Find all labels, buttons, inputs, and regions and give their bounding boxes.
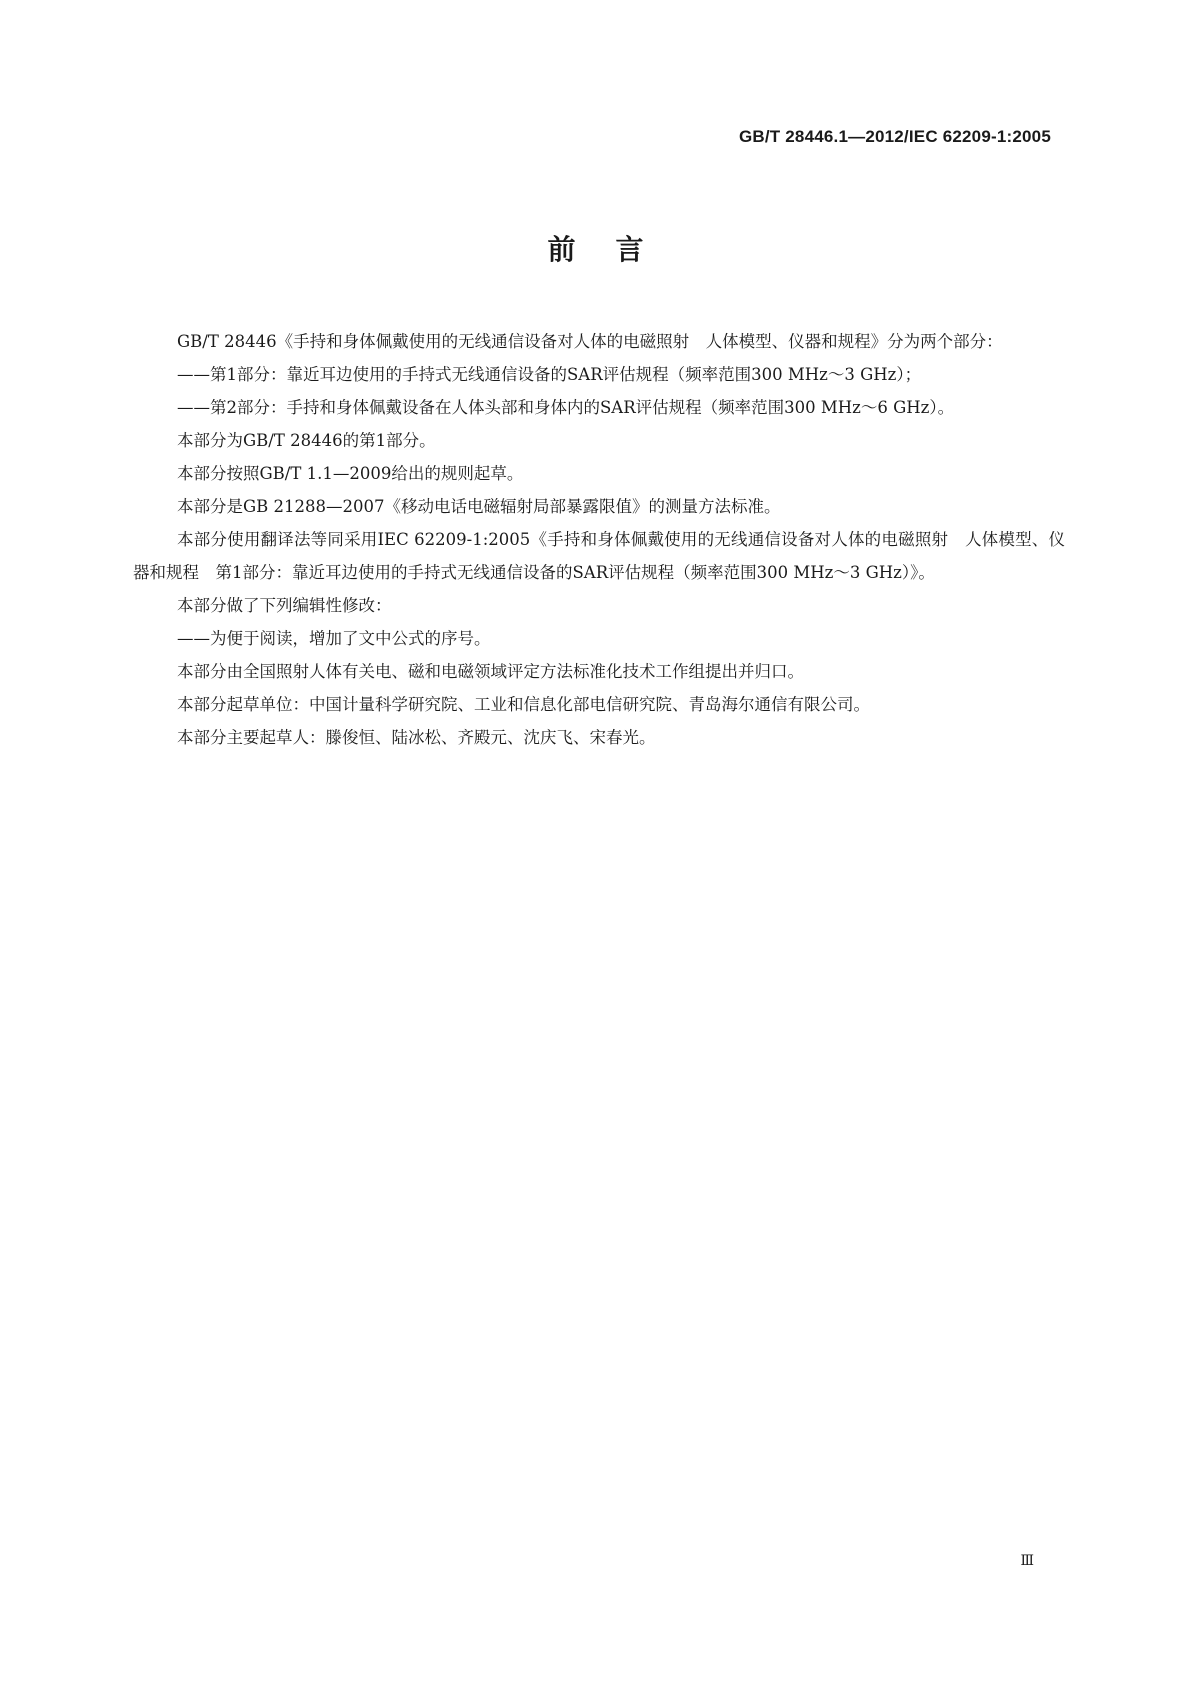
standard-code-header: GB/T 28446.1—2012/IEC 62209-1:2005 xyxy=(738,127,1051,146)
list-item-modification: ——为便于阅读，增加了文中公式的序号。 xyxy=(177,629,491,648)
page-title: 前言 xyxy=(547,233,684,266)
body-text xyxy=(133,325,1065,754)
paragraph-drafting-units: 本部分起草单位：中国计量科学研究院、工业和信息化部电信研究院、青岛海尔通信有限公司。 xyxy=(177,695,870,714)
list-item-part-1: ——第1部分：靠近耳边使用的手持式无线通信设备的SAR评估规程（频率范围300 MHz～3 GHz）； xyxy=(177,365,922,384)
paragraph-drafters: 本部分主要起草人：滕俊恒、陆冰松、齐殿元、沈庆飞、宋春光。 xyxy=(177,728,656,747)
list-item-part-2: ——第2部分：手持和身体佩戴设备在人体头部和身体内的SAR评估规程（频率范围300 MHz～6 GHz）。 xyxy=(177,398,955,417)
paragraph-adoption: 本部分使用翻译法等同采用IEC 62209-1:2005《手持和身体佩戴使用的无线通信设备对人体的电磁照射 人体模型、仪器和规程 第1部分：靠近耳边使用的手持式无线通信设备的SAR评估规程（频率范围300 MHz～3 GHz）》。 xyxy=(133,530,1065,582)
paragraph-intro: GB/T 28446《手持和身体佩戴使用的无线通信设备对人体的电磁照射 人体模型、仪器和规程》分为两个部分： xyxy=(177,332,1003,351)
paragraph-modifications: 本部分做了下列编辑性修改： xyxy=(177,596,392,615)
paragraph-part-statement: 本部分为GB/T 28446的第1部分。 xyxy=(177,431,436,450)
paragraph-measurement-standard: 本部分是GB 21288—2007《移动电话电磁辐射局部暴露限值》的测量方法标准。 xyxy=(177,497,781,516)
page-number: Ⅲ xyxy=(1020,1553,1034,1569)
paragraph-proposer: 本部分由全国照射人体有关电、磁和电磁领域评定方法标准化技术工作组提出并归口。 xyxy=(177,662,804,681)
paragraph-drafting-rules: 本部分按照GB/T 1.1—2009给出的规则起草。 xyxy=(177,464,524,483)
